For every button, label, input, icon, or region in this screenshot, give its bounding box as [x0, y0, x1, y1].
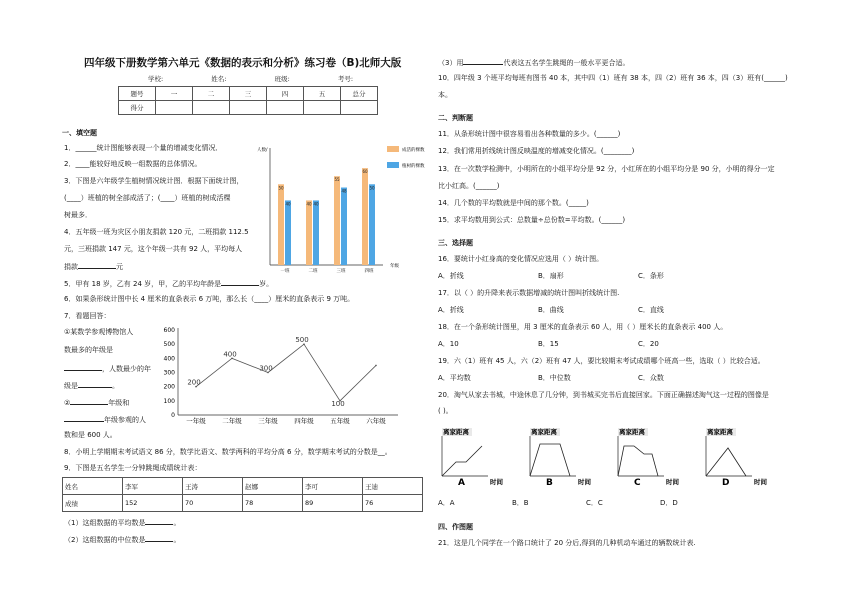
score-cell[interactable]: [156, 101, 193, 115]
q5-suffix: 岁。: [259, 280, 274, 288]
question-7c: [64, 364, 151, 373]
graph-letter: B: [546, 478, 553, 488]
graph-y-label: 离家距离: [443, 428, 469, 436]
bar-data-label: 60: [362, 169, 368, 175]
info-class: 班级:: [274, 75, 290, 83]
y-tick-label: 600: [163, 327, 175, 334]
q7-max-grade-blank[interactable]: [64, 364, 102, 371]
q20-option-b[interactable]: B．B: [512, 499, 529, 507]
q5-answer-blank[interactable]: [221, 279, 259, 286]
table-cell: 王涛: [183, 478, 243, 495]
distance-time-graphs: [436, 426, 816, 486]
q4-prefix: 捐款: [64, 263, 78, 271]
graph-letter: C: [634, 478, 641, 488]
q9-3-prefix: （3）用: [438, 59, 464, 67]
q16-option-b[interactable]: B．扇形: [538, 272, 564, 280]
q18-option-a[interactable]: A．10: [438, 340, 459, 348]
q19-option-c[interactable]: C．众数: [638, 374, 664, 382]
q9-1-suffix: 。: [173, 519, 181, 527]
q7-min-grade-blank[interactable]: [78, 381, 112, 388]
table-cell: 姓名: [63, 478, 123, 495]
q7-grade-a-blank[interactable]: [70, 398, 108, 405]
question-11: 11．从条形统计图中很容易看出各种数量的多少。(______): [438, 130, 621, 138]
section-fill-blank: 一、填空题: [62, 129, 97, 137]
question-7g: 数和是 600 人。: [64, 431, 117, 439]
question-9-3: [438, 58, 629, 67]
score-header-cell: 三: [230, 87, 267, 101]
question-19: 19．六（1）班有 45 人，六（2）班有 47 人，要比较期末考试成绩哪个班高一些，选取（ ）比较合适。: [438, 357, 765, 365]
x-tick-label: 三班: [336, 269, 346, 274]
table-cell: 78: [243, 495, 303, 512]
table-cell: 李军: [123, 478, 183, 495]
tree-planting-bar-chart: [255, 140, 425, 274]
graph-x-label: 时间: [490, 478, 503, 486]
graph-line: [706, 448, 746, 476]
question-4-line3: [64, 262, 123, 271]
q9-2-prefix: （2）这组数据的中位数是: [64, 536, 146, 544]
q7c-suffix: ，人数最少的年: [102, 365, 151, 373]
question-4: 4．五年级一班为灾区小朋友捐款 120 元，二班捐款 112.5: [64, 228, 249, 236]
y-tick-label: 100: [163, 397, 175, 405]
y-tick-label: 0: [171, 412, 175, 419]
q9-2-suffix: 。: [173, 536, 181, 544]
score-cell[interactable]: [341, 101, 378, 115]
score-table: [118, 86, 378, 115]
q18-option-b[interactable]: B．15: [538, 340, 559, 348]
table-cell: 赵娜: [243, 478, 303, 495]
y-axis-label: 人数/: [257, 148, 268, 153]
x-tick-label: 四年级: [294, 417, 314, 425]
table-row: [63, 478, 423, 495]
q19-option-b[interactable]: B．中位数: [538, 374, 571, 382]
table-cell: 李可: [303, 478, 363, 495]
table-row: [63, 495, 423, 512]
question-15: 15．求平均数用到公式：总数量÷总份数=平均数。(______): [438, 216, 626, 224]
graph-letter: D: [722, 478, 730, 488]
table-cell: 152: [123, 495, 183, 512]
q9-mean-blank[interactable]: [145, 518, 173, 525]
bar-data-label: 50: [278, 185, 284, 191]
q20-option-a[interactable]: A．A: [438, 499, 455, 507]
bar-planted: [313, 200, 319, 265]
bar-planted: [341, 188, 347, 265]
bar-survived: [334, 176, 340, 265]
question-20: 20．淘气从家去书城，中途休息了几分钟，到书城买完书后直接回家。下面正确描述淘气这一过程的图像是: [438, 391, 769, 399]
bar-planted: [285, 200, 291, 265]
question-13: 13．在一次数学检测中，小明所在的小组平均分是 92 分，小红所在的小组平均分是 90 分，小明的得分一定: [438, 165, 775, 173]
x-tick-label: 六年级: [366, 417, 386, 425]
museum-visitors-line-chart: [150, 320, 400, 425]
info-name: 姓名:: [211, 75, 227, 83]
student-info: [148, 76, 353, 83]
graph-y-label: 离家距离: [531, 428, 557, 436]
question-7: 7．看题回答：: [64, 312, 111, 320]
legend-label: 植树的棵数: [402, 164, 425, 169]
info-id: 考号:: [337, 75, 354, 83]
x-axis-label: 年级: [390, 264, 399, 269]
score-header-cell: 五: [304, 87, 341, 101]
jump-rope-table: [62, 477, 423, 512]
q9-typical-blank[interactable]: [463, 58, 503, 65]
score-header-cell: 四: [267, 87, 304, 101]
score-header-cell: 题号: [119, 87, 156, 101]
x-tick-label: 一年级: [186, 417, 206, 425]
x-tick-label: 三年级: [258, 417, 278, 425]
page-title: 四年级下册数学第六单元《数据的表示和分析》练习卷（B)北师大版: [84, 57, 402, 69]
question-14: 14．几个数的平均数就是中间的那个数。(_____): [438, 199, 589, 207]
x-tick-label: 二班: [308, 269, 318, 274]
question-7f: [64, 415, 146, 424]
q17-option-b[interactable]: B．曲线: [538, 306, 564, 314]
question-12: 12．我们常用折线统计图反映温度的增减变化情况。(________): [438, 147, 635, 155]
score-row-label: 得分: [119, 101, 156, 115]
score-cell[interactable]: [304, 101, 341, 115]
point-data-label: 100: [331, 399, 345, 408]
section-true-false: 二、判断题: [438, 114, 473, 122]
x-tick-label: 四班: [364, 269, 374, 274]
question-18: 18．在一个条形统计图里，用 3 厘米的直条表示 60 人，用（ ）厘米长的直条表示 400 人。: [438, 323, 728, 331]
graph-x-label: 时间: [754, 478, 767, 486]
table-cell: 89: [303, 495, 363, 512]
question-9-1: [64, 518, 180, 527]
section-choice: 三、选择题: [438, 239, 473, 247]
question-7e: [64, 398, 129, 407]
q9-1-prefix: （1）这组数据的平均数是: [64, 519, 146, 527]
score-cell[interactable]: [230, 101, 267, 115]
graph-x-label: 时间: [578, 478, 591, 486]
question-13-line2: 比小红高。(______): [438, 182, 500, 190]
graph-y-label: 离家距离: [707, 428, 733, 436]
question-7d: [64, 381, 119, 390]
score-header-cell: 总分: [341, 87, 378, 101]
bar-survived: [278, 184, 284, 265]
graph-line: [442, 446, 482, 476]
q7d-suffix: 。: [112, 382, 119, 390]
q5-prefix: 5．甲有 18 岁，乙有 24 岁，甲，乙的平均年龄是: [64, 280, 222, 288]
question-3-line3: 树最多．: [64, 211, 92, 219]
graph-line: [618, 446, 658, 476]
question-3: 3．下图是六年级学生植树情况统计图．根据下面统计图，: [64, 177, 244, 185]
question-20-line2: ( )。: [438, 407, 453, 415]
bar-survived: [362, 168, 368, 265]
question-7a: ①某数学参观博物馆人: [64, 328, 134, 336]
question-3-line2: (____）班植的树全部成活了；(____）班植的树成活棵: [64, 194, 231, 202]
bar-data-label: 50: [369, 185, 375, 191]
y-tick-label: 500: [163, 341, 175, 349]
score-header-cell: 一: [156, 87, 193, 101]
score-cell[interactable]: [267, 101, 304, 115]
q7f-suffix: 年级参观的人: [104, 416, 146, 424]
bar-data-label: 40: [306, 201, 312, 207]
question-16: 16．要统计小红身高的变化情况应选用（ ）统计图。: [438, 255, 604, 263]
q7e-prefix: ②: [64, 399, 71, 407]
question-21: 21．这是几个同学在一个路口统计了 20 分后,得到的几种机动车通过的辆数统计表.: [438, 539, 696, 547]
q19-option-a[interactable]: A．平均数: [438, 374, 471, 382]
q7-grade-b-blank[interactable]: [64, 415, 104, 422]
q18-option-c[interactable]: C．20: [638, 340, 659, 348]
bar-data-label: 40: [313, 201, 319, 207]
y-tick-label: 200: [163, 383, 175, 391]
y-tick-label: 400: [163, 355, 175, 363]
point-data-label: 300: [259, 364, 273, 373]
q9-3-suffix: 代表这五名学生跳绳的一般水平更合适。: [503, 59, 630, 67]
point-data-label: 200: [187, 378, 201, 387]
question-4-line2: 元，三班捐款 147 元，这个年级一共有 92 人，平均每人: [64, 245, 243, 253]
bar-planted: [369, 184, 375, 265]
q9-median-blank[interactable]: [145, 535, 173, 542]
question-7b: 数最多的年级是: [64, 346, 113, 354]
graph-x-label: 时间: [666, 478, 679, 486]
question-10: 10．四年级 3 个班平均每班有图书 40 本，其中四（1）班有 38 本，四（2）班有 36 本，四（3）班有(______): [438, 74, 788, 82]
q20-option-c[interactable]: C．C: [586, 499, 603, 507]
x-tick-label: 一班: [280, 269, 290, 274]
q7d-prefix: 级是: [64, 382, 78, 390]
x-tick-label: 二年级: [222, 417, 242, 425]
legend-swatch: [387, 146, 399, 152]
question-2: 2．____能较好地反映一组数据的总体情况。: [64, 160, 202, 168]
question-9-2: [64, 535, 180, 544]
graph-y-label: 离家距离: [619, 428, 645, 436]
question-17: 17．以（ ）的升降来表示数据增减的统计图叫折线统计图.: [438, 289, 620, 297]
question-10-line2: 本。: [438, 91, 452, 99]
bar-survived: [306, 200, 312, 265]
q7e-suffix: 年级和: [108, 399, 130, 407]
question-8: 8．小明上学期期末考试语文 86 分，数学比语文、数学两科的平均分高 6 分，数学期末考试的分数是__。: [64, 448, 392, 456]
legend-swatch: [387, 162, 399, 168]
bar-data-label: 40: [285, 201, 291, 207]
section-drawing: 四、作图题: [438, 523, 473, 531]
table-cell: 76: [363, 495, 423, 512]
question-1: 1．______统计图能够表现一个量的增减变化情况．: [64, 144, 223, 152]
q17-option-c[interactable]: C．直线: [638, 306, 664, 314]
question-9: 9．下图是五名学生一分钟跳绳成绩统计表：: [64, 464, 202, 472]
q17-option-a[interactable]: A．折线: [438, 306, 464, 314]
graph-letter: A: [458, 478, 465, 488]
graph-line: [530, 444, 570, 476]
point-data-label: 500: [295, 336, 309, 345]
score-cell[interactable]: [193, 101, 230, 115]
bar-data-label: 48: [341, 188, 347, 194]
bar-data-label: 55: [334, 177, 340, 183]
table-cell: 王迪: [363, 478, 423, 495]
y-tick-label: 300: [163, 369, 175, 377]
score-header-row: [119, 87, 378, 101]
point-data-label: 400: [223, 350, 237, 359]
info-school: 学校:: [148, 75, 164, 83]
line-point: [375, 365, 377, 367]
score-header-cell: 二: [193, 87, 230, 101]
table-cell: 70: [183, 495, 243, 512]
question-5: [64, 279, 273, 288]
q16-option-c[interactable]: C．条形: [638, 272, 664, 280]
table-cell: 成绩: [63, 495, 123, 512]
q4-suffix: 元: [116, 263, 123, 271]
score-row: [119, 101, 378, 115]
legend-label: 成活的棵数: [402, 148, 425, 153]
question-6: 6．如果条形统计图中长 4 厘米的直条表示 6 万吨，那么长（____）厘米的直条表示 9 万吨。: [64, 295, 355, 303]
q4-answer-blank[interactable]: [78, 262, 116, 269]
q20-option-d[interactable]: D．D: [660, 499, 678, 507]
x-tick-label: 五年级: [330, 417, 350, 425]
q16-option-a[interactable]: A．折线: [438, 272, 464, 280]
